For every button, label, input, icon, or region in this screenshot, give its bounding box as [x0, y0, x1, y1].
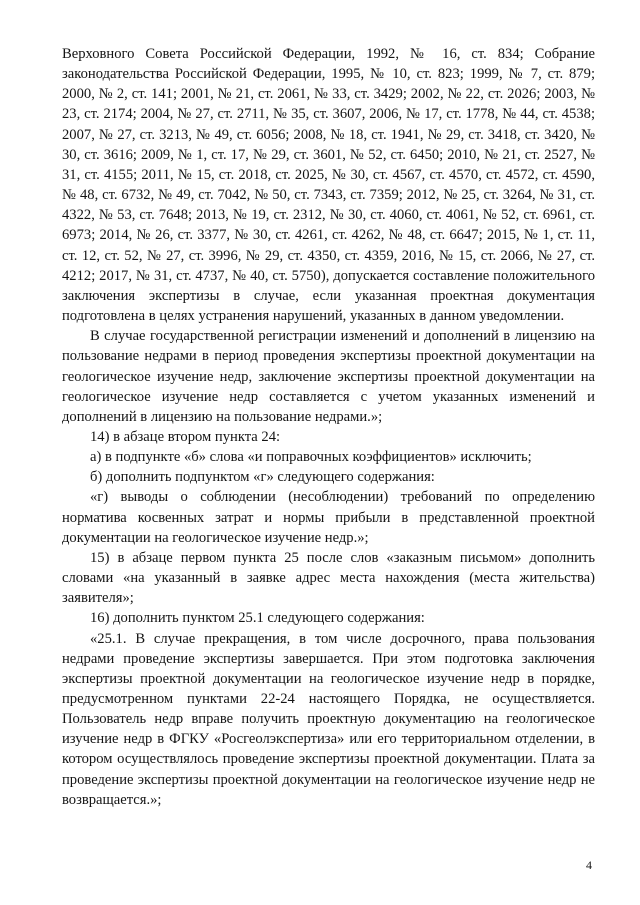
- paragraph-item-15: 15) в абзаце первом пункта 25 после слов «заказным письмом» дополнить словами «на указанный в заявке адрес места нахождения (места жительства) заявителя»;: [62, 549, 595, 607]
- paragraph-item-14: 14) в абзаце втором пункта 24:: [90, 428, 281, 445]
- paragraph-license-changes: В случае государственной регистрации изменений и дополнений в лицензию на пользование недрами в период проведения экспертизы проектной документации на геологическое изучение недр, заключение экспертизы проектной документации на геологическое изучение недр составляется с учетом указанных изменений и дополнений в лицензию на пользование недрами.»;: [62, 328, 595, 425]
- document-body: [62, 44, 595, 810]
- paragraph-legal-references: Верховного Совета Российской Федерации, 1992, № 16, ст. 834; Собрание законодательства Российской Федерации, 1995, № 10, ст. 823; 1999, № 7, ст. 879; 2000, № 2, ст. 141; 2001, № 21, ст. 2061, № 33, ст. 3429; 2002, № 22, ст. 2026; 2003, № 23, ст. 2174; 2004, № 27, ст. 2711, № 35, ст. 3607, 2006, № 17, ст. 1778, № 44, ст. 4538; 2007, № 27, ст. 3213, № 49, ст. 6056; 2008, № 18, ст. 1941, № 29, ст. 3418, ст. 3420, № 30, ст. 3616; 2009, № 1, ст. 17, № 29, ст. 3601, № 52, ст. 6450; 2010, № 21, ст. 2527, № 31, ст. 4155; 2011, № 15, ст. 2018, ст. 2025, № 30, ст. 4567, ст. 4570, ст. 4572, ст. 4590, № 48, ст. 6732, № 49, ст. 7042, № 50, ст. 7343, ст. 7359; 2012, № 25, ст. 3264, № 31, ст. 4322, № 53, ст. 7648; 2013, № 19, ст. 2312, № 30, ст. 4060, ст. 4061, № 52, ст. 6961, ст. 6973; 2014, № 26, ст. 3377, № 30, ст. 4261, ст. 4262, № 48, ст. 6647; 2015, № 1, ст. 11, ст. 12, ст. 52, № 27, ст. 3996, № 29, ст. 4350, ст. 4359, 2016, № 15, ст. 2066, № 27, ст. 4212; 2017, № 31, ст. 4737, № 40, ст. 5750), допускается составление положительного заключения экспертизы в случае, если указанная проектная документация подготовлена в целях устранения нарушений, указанных в данном уведомлении.: [62, 46, 595, 325]
- paragraph-item-14b: б) дополнить подпунктом «г» следующего содержания:: [90, 469, 435, 486]
- paragraph-item-16: 16) дополнить пунктом 25.1 следующего содержания:: [90, 610, 425, 627]
- paragraph-point-25-1: «25.1. В случае прекращения, в том числе досрочного, права пользования недрами проведение экспертизы завершается. При этом подготовка заключения экспертизы проектной документации на геологическое изучение недр в порядке, предусмотренном пунктами 22-24 настоящего Порядка, не осуществляется. Пользователь недр вправе получить проектную документацию на геологическое изучение недр в ФГКУ «Росгеолэкспертиза» или его территориальном отделении, в котором осуществлялось проведение экспертизы проектной документации. Плата за проведение экспертизы проектной документации на геологическое изучение недр не возвращается.»;: [62, 630, 595, 808]
- page-number: 4: [586, 858, 592, 872]
- paragraph-subitem-g: «г) выводы о соблюдении (несоблюдении) требований по определению норматива косвенных затрат и нормы прибыли в представленной проектной документации на геологическое изучение недр.»;: [62, 489, 595, 546]
- paragraph-item-14a: а) в подпункте «б» слова «и поправочных коэффициентов» исключить;: [90, 449, 532, 466]
